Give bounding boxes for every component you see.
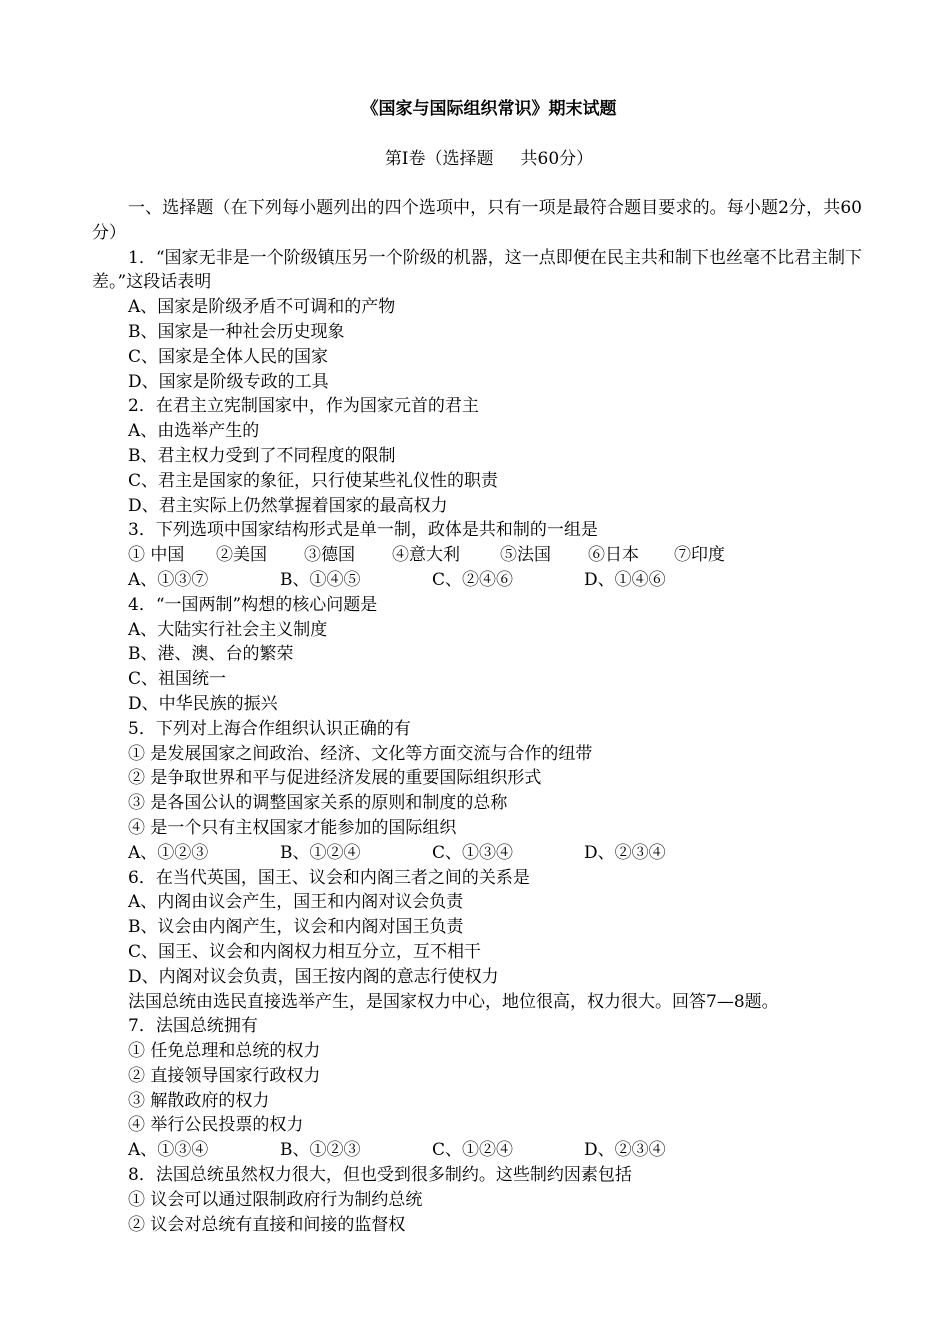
question-3-options [92,568,862,593]
section-instructions: 一、选择题（在下列每小题列出的四个选项中，只有一项是最符合题目要求的。每小题2分，共60分） [92,198,862,243]
question-3-item: ⑦印度 [674,545,725,566]
question-5-option-a: A、①②③ [128,842,209,863]
question-3-option-b: B、①④⑤ [280,569,361,590]
question-5-stem: 5．下列对上海合作组织认识正确的有 [128,718,411,739]
question-7-options [92,1138,862,1163]
question-6-option-d: D、内阁对议会负责，国王按内阁的意志行使权力 [128,966,499,987]
question-4-option-b: B、港、澳、台的繁荣 [128,644,294,665]
question-3-items [92,543,862,568]
question-2-stem: 2．在君主立宪制国家中，作为国家元首的君主 [128,396,479,417]
question-2-option-b: B、君主权力受到了不同程度的限制 [128,445,396,466]
question-3-option-d: D、①④⑥ [584,569,666,590]
question-3-item: ⑥日本 [588,545,639,566]
question-6-stem: 6．在当代英国，国王、议会和内阁三者之间的关系是 [128,867,530,888]
question-7-statement-2: ② 直接领导国家行政权力 [128,1065,321,1086]
question-3-item: ⑤法国 [500,545,551,566]
question-7-option-a: A、①③④ [128,1140,209,1161]
question-7-option-c: C、①②④ [432,1140,514,1161]
question-5-option-b: B、①②④ [280,842,361,863]
question-7-stem: 7．法国总统拥有 [128,1016,258,1037]
material-passage: 法国总统由选民直接选举产生，是国家权力中心，地位很高，权力很大。回答7—8题。 [128,991,779,1012]
question-4-option-d: D、中华民族的振兴 [128,693,278,714]
question-6-option-a: A、内阁由议会产生，国王和内阁对议会负责 [128,892,464,913]
question-7-statement-3: ③ 解散政府的权力 [128,1090,270,1111]
question-3-option-a: A、①③⑦ [128,569,209,590]
question-2-option-a: A、由选举产生的 [128,421,260,442]
question-6-option-b: B、议会由内阁产生，议会和内阁对国王负责 [128,917,464,938]
question-7-option-b: B、①②③ [280,1140,361,1161]
question-3-stem: 3．下列选项中国家结构形式是单一制，政体是共和制的一组是 [128,520,598,541]
question-4-option-c: C、祖国统一 [128,669,227,690]
question-5-options [92,841,862,866]
question-7-statement-4: ④ 举行公民投票的权力 [128,1115,304,1136]
question-8-statement-2: ② 议会对总统有直接和间接的监督权 [128,1214,406,1235]
question-4-option-a: A、大陆实行社会主义制度 [128,619,328,640]
page-title: 《国家与国际组织常识》期末试题 [361,99,617,119]
question-3-item: ③德国 [304,545,355,566]
section-subtitle: 第Ⅰ卷（选择题 共60分） [384,149,594,169]
question-3-item: ②美国 [216,545,267,566]
question-3-item: ① 中国 [128,545,185,566]
question-5-option-d: D、②③④ [584,842,666,863]
question-1-option-b: B、国家是一种社会历史现象 [128,321,345,342]
question-3-item: ④意大利 [392,545,460,566]
question-5-option-c: C、①③④ [432,842,514,863]
question-5-statement-2: ② 是争取世界和平与促进经济发展的重要国际组织形式 [128,768,542,789]
question-1-stem: 1．“国家无非是一个阶级镇压另一个阶级的机器，这一点即便在民主共和制下也丝毫不比君主制下差。”这段话表明 [92,247,862,293]
question-1-option-a: A、国家是阶级矛盾不可调和的产物 [128,297,396,318]
question-1-option-d: D、国家是阶级专政的工具 [128,371,329,392]
question-4-stem: 4．“一国两制”构想的核心问题是 [128,594,378,615]
question-7-option-d: D、②③④ [584,1140,666,1161]
question-5-statement-1: ① 是发展国家之间政治、经济、文化等方面交流与合作的纽带 [128,743,593,764]
question-6-option-c: C、国王、议会和内阁权力相互分立，互不相干 [128,941,482,962]
question-7-statement-1: ① 任免总理和总统的权力 [128,1041,321,1062]
question-3-option-c: C、②④⑥ [432,569,514,590]
question-5-statement-4: ④ 是一个只有主权国家才能参加的国际组织 [128,817,457,838]
question-2-option-c: C、君主是国家的象征，只行使某些礼仪性的职责 [128,470,499,491]
question-5-statement-3: ③ 是各国公认的调整国家关系的原则和制度的总称 [128,793,508,814]
question-2-option-d: D、君主实际上仍然掌握着国家的最高权力 [128,495,448,516]
question-1-option-c: C、国家是全体人民的国家 [128,346,329,367]
question-8-statement-1: ① 议会可以通过限制政府行为制约总统 [128,1189,423,1210]
exam-page [92,96,862,1237]
question-8-stem: 8．法国总统虽然权力很大，但也受到很多制约。这些制约因素包括 [128,1165,632,1186]
